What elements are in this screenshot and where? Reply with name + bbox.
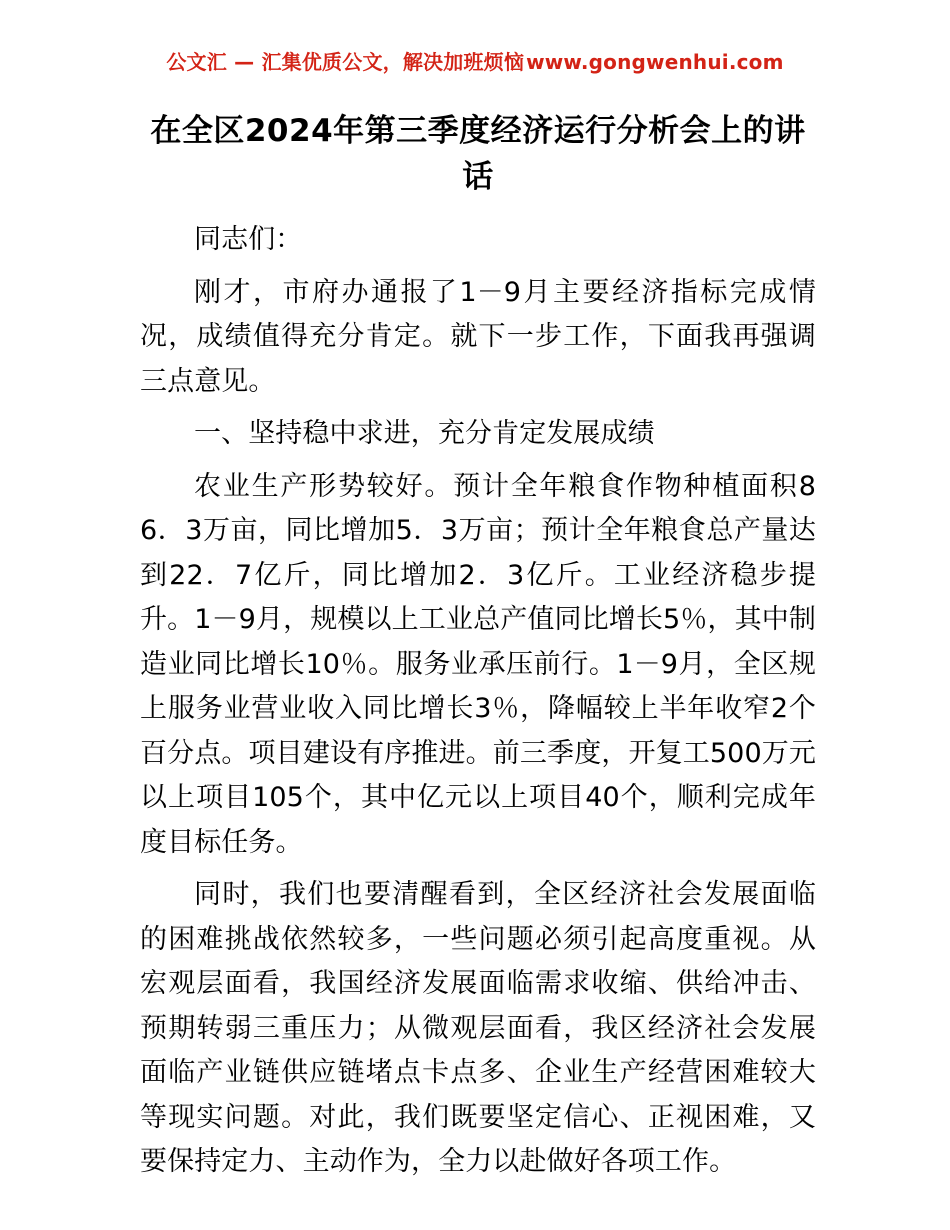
site-watermark-banner (0, 48, 950, 76)
intro-paragraph: 刚才，市府办通报了1－9月主要经济指标完成情况，成绩值得充分肯定。就下一步工作，下面我再强调三点意见。 (140, 276, 816, 397)
section-one-challenges-paragraph: 同时，我们也要清醒看到，全区经济社会发展面临的困难挑战依然较多，一些问题必须引起高度重视。从宏观层面看，我国经济发展面临需求收缩、供给冲击、预期转弱三重压力；从微观层面看，我区经济社会发展面临产业链供应链堵点卡点多、企业生产经营困难较大等现实问题。对此，我们既要坚定信心、正视困难，又要保持定力、主动作为，全力以赴做好各项工作。 (140, 879, 816, 1177)
section-heading-one: 一、坚持稳中求进，充分肯定发展成绩 (194, 418, 655, 449)
section-one-body-paragraph: 农业生产形势较好。预计全年粮食作物种植面积86．3万亩，同比增加5．3万亩；预计全年粮食总产量达到22．7亿斤，同比增加2．3亿斤。工业经济稳步提升。1－9月，规模以上工业总产值同比增长5％，其中制造业同比增长10％。服务业承压前行。1－9月，全区规上服务业营业收入同比增长3％，降幅较上半年收窄2个百分点。项目建设有序推进。前三季度，开复工500万元以上项目105个，其中亿元以上项目40个，顺利完成年度目标任务。 (140, 470, 816, 858)
document-content (140, 108, 816, 1193)
site-brand-text: 公文汇 — 汇集优质公文，解决加班烦恼 (166, 50, 525, 74)
site-url-text: www.gongwenhui.com (526, 50, 784, 74)
salutation-paragraph: 同志们： (194, 224, 303, 255)
page-title: 在全区2024年第三季度经济运行分析会上的讲话 (150, 113, 806, 195)
